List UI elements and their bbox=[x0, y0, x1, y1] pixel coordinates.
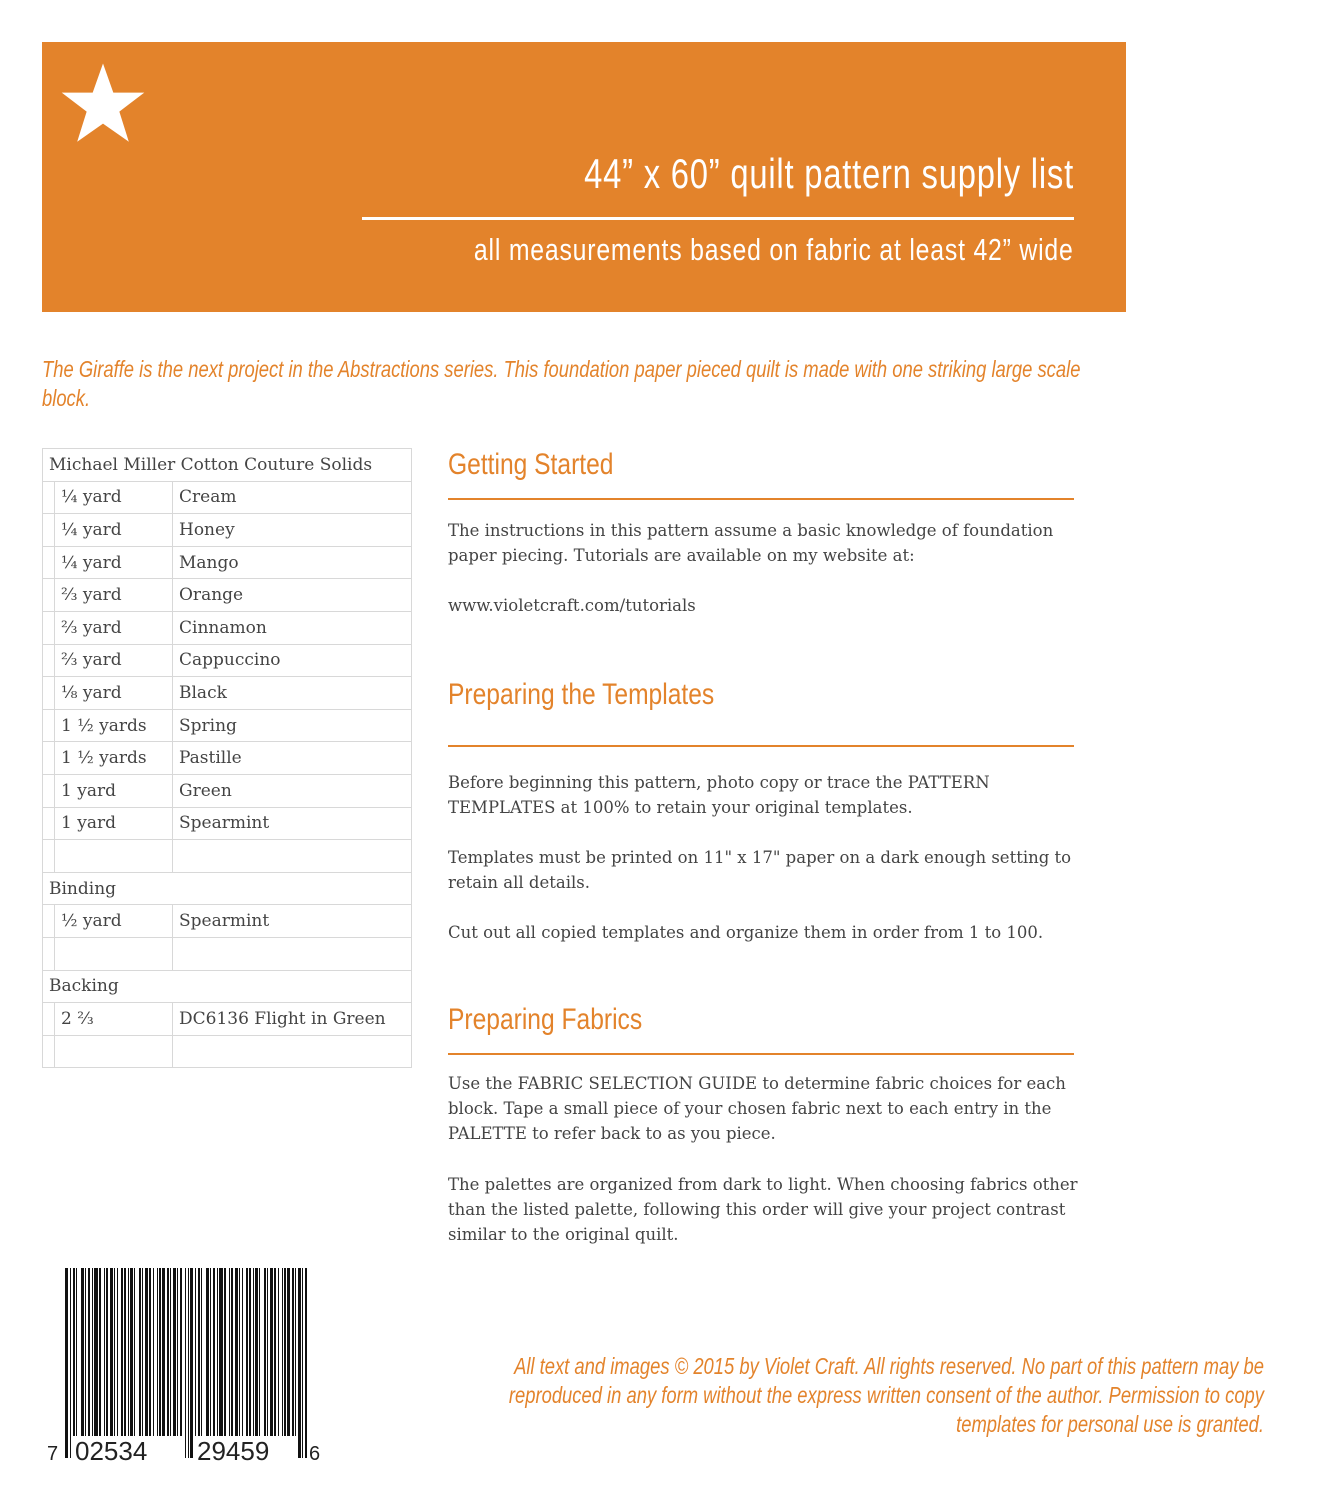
barcode-bar bbox=[167, 1268, 169, 1436]
table-indent-cell bbox=[43, 644, 55, 677]
fabric-name: Honey bbox=[173, 514, 412, 547]
barcode-bar bbox=[188, 1268, 189, 1458]
barcode-bar bbox=[92, 1268, 93, 1436]
table-row bbox=[43, 709, 412, 742]
barcode-bar bbox=[170, 1268, 171, 1436]
templates-text-2: Templates must be printed on 11" x 17" paper on a dark enough setting to retain all details. bbox=[448, 848, 1072, 892]
table-row-empty bbox=[43, 937, 412, 970]
barcode-bar bbox=[110, 1268, 113, 1436]
fabric-quantity: ¼ yard bbox=[55, 481, 173, 514]
tutorials-link[interactable]: www.violetcraft.com/tutorials bbox=[448, 596, 696, 615]
fabric-quantity: 1 yard bbox=[55, 807, 173, 840]
table-section-header bbox=[43, 970, 412, 1003]
fabric-quantity: ⅛ yard bbox=[55, 677, 173, 710]
barcode-bar bbox=[134, 1268, 135, 1436]
barcode-bar bbox=[149, 1268, 151, 1436]
table-row bbox=[43, 579, 412, 612]
templates-text-3: Cut out all copied templates and organize them in order from 1 to 100. bbox=[448, 923, 1044, 942]
fabric-quantity: ⅔ yard bbox=[55, 611, 173, 644]
fabric-quantity bbox=[55, 840, 173, 873]
header-divider bbox=[362, 217, 1074, 220]
templates-text-1: Before beginning this pattern, photo copy or trace the PATTERN TEMPLATES at 100% to retain your original templates. bbox=[448, 773, 990, 817]
barcode-bar bbox=[145, 1268, 148, 1436]
table-row bbox=[43, 807, 412, 840]
barcode-bar bbox=[278, 1268, 279, 1436]
barcode-bar bbox=[157, 1268, 158, 1436]
barcode-bar bbox=[99, 1268, 101, 1436]
barcode-bar bbox=[235, 1268, 238, 1436]
getting-started-text: The instructions in this pattern assume a basic knowledge of foundation paper piecing. Tutorials are available on my website at: bbox=[448, 521, 1054, 565]
barcode-bar bbox=[128, 1268, 129, 1436]
table-indent-cell bbox=[43, 546, 55, 579]
fabric-quantity bbox=[55, 1035, 173, 1068]
fabric-quantity: ¼ yard bbox=[55, 546, 173, 579]
barcode-bar bbox=[264, 1268, 266, 1436]
barcode-bar bbox=[287, 1268, 290, 1436]
table-indent-cell bbox=[43, 840, 55, 873]
barcode-bar bbox=[231, 1268, 233, 1436]
fabric-name: Mango bbox=[173, 546, 412, 579]
barcode-bar bbox=[255, 1268, 258, 1436]
fabric-name bbox=[173, 1035, 412, 1068]
barcode-bar bbox=[159, 1268, 161, 1436]
fabric-quantity: ⅔ yard bbox=[55, 644, 173, 677]
section-divider bbox=[448, 498, 1074, 500]
section-title-solids: Michael Miller Cotton Couture Solids bbox=[43, 449, 412, 482]
fabric-name bbox=[173, 840, 412, 873]
section-divider bbox=[448, 745, 1074, 747]
barcode-bar bbox=[305, 1268, 307, 1458]
fabric-name: Cinnamon bbox=[173, 611, 412, 644]
barcode-bar bbox=[282, 1268, 283, 1436]
table-indent-cell bbox=[43, 1003, 55, 1036]
table-indent-cell bbox=[43, 481, 55, 514]
barcode-bar bbox=[284, 1268, 286, 1436]
table-indent-cell bbox=[43, 611, 55, 644]
table-row bbox=[43, 742, 412, 775]
barcode-bar bbox=[130, 1268, 133, 1436]
table-row-empty bbox=[43, 1035, 412, 1068]
barcode bbox=[45, 1268, 325, 1468]
fabric-name: DC6136 Flight in Green bbox=[173, 1003, 412, 1036]
table-indent-cell bbox=[43, 774, 55, 807]
table-row bbox=[43, 774, 412, 807]
barcode-bar bbox=[106, 1268, 108, 1436]
fabric-name: Orange bbox=[173, 579, 412, 612]
barcode-bar bbox=[88, 1268, 90, 1436]
barcode-digit-right: 6 bbox=[309, 1443, 321, 1465]
barcode-bar bbox=[259, 1268, 260, 1436]
table-indent-cell bbox=[43, 905, 55, 938]
table-row bbox=[43, 514, 412, 547]
barcode-bar bbox=[65, 1268, 68, 1458]
table-indent-cell bbox=[43, 937, 55, 970]
table-section-header bbox=[43, 872, 412, 905]
table-indent-cell bbox=[43, 709, 55, 742]
barcode-bar bbox=[70, 1268, 71, 1458]
barcode-bar bbox=[253, 1268, 254, 1436]
barcode-bar bbox=[210, 1268, 211, 1436]
barcode-bar bbox=[201, 1268, 202, 1436]
templates-heading: Preparing the Templates bbox=[448, 678, 715, 711]
barcode-bar bbox=[302, 1268, 303, 1458]
barcode-bar bbox=[173, 1268, 176, 1436]
section-title-binding: Binding bbox=[43, 872, 412, 905]
fabric-name: Spearmint bbox=[173, 905, 412, 938]
table-row bbox=[43, 611, 412, 644]
copyright-notice: All text and images © 2015 by Violet Craft. All rights reserved. No part of this pattern may be reproduced in any form without the express written consent of the author. Permission to copy templates for personal use is granted. bbox=[508, 1353, 1264, 1437]
fabric-name: Black bbox=[173, 677, 412, 710]
table-indent-cell bbox=[43, 1035, 55, 1068]
barcode-bar bbox=[142, 1268, 143, 1436]
barcode-bar bbox=[270, 1268, 273, 1436]
table-row bbox=[43, 905, 412, 938]
table-indent-cell bbox=[43, 579, 55, 612]
barcode-bar bbox=[219, 1268, 223, 1436]
barcode-bar bbox=[298, 1268, 301, 1458]
fabric-name: Green bbox=[173, 774, 412, 807]
barcode-bar bbox=[217, 1268, 218, 1436]
table-row bbox=[43, 644, 412, 677]
barcode-bar bbox=[229, 1268, 230, 1436]
barcode-bar bbox=[239, 1268, 240, 1436]
fabrics-heading: Preparing Fabrics bbox=[448, 1003, 643, 1036]
table-row bbox=[43, 1003, 412, 1036]
fabric-name bbox=[173, 937, 412, 970]
fabric-quantity: 1 yard bbox=[55, 774, 173, 807]
fabric-quantity bbox=[55, 937, 173, 970]
barcode-bar bbox=[85, 1268, 86, 1436]
barcode-bar bbox=[162, 1268, 165, 1436]
section-divider bbox=[448, 1053, 1074, 1055]
barcode-bar bbox=[295, 1268, 296, 1436]
supply-table bbox=[42, 448, 412, 1068]
barcode-digits-group1: 02534 bbox=[75, 1436, 148, 1466]
barcode-bar bbox=[246, 1268, 248, 1436]
barcode-bar bbox=[242, 1268, 243, 1436]
barcode-digits-group2: 29459 bbox=[197, 1436, 270, 1466]
barcode-bar bbox=[190, 1268, 193, 1458]
fabrics-text-2: The palettes are organized from dark to light. When choosing fabrics other than the listed palette, following this order will give your project contrast similar to the original quilt. bbox=[448, 1175, 1078, 1244]
barcode-bar bbox=[292, 1268, 294, 1436]
barcode-bar bbox=[274, 1268, 276, 1436]
barcode-bar bbox=[267, 1268, 268, 1436]
getting-started-heading: Getting Started bbox=[448, 448, 614, 481]
barcode-bar bbox=[94, 1268, 98, 1436]
barcode-bar bbox=[76, 1268, 77, 1436]
barcode-bar bbox=[114, 1268, 115, 1436]
barcode-bar bbox=[139, 1268, 141, 1436]
barcode-bar bbox=[185, 1268, 186, 1458]
fabric-quantity: ⅔ yard bbox=[55, 579, 173, 612]
table-indent-cell bbox=[43, 677, 55, 710]
table-row bbox=[43, 481, 412, 514]
fabric-quantity: 2 ⅔ bbox=[55, 1003, 173, 1036]
barcode-bar bbox=[121, 1268, 123, 1436]
barcode-bar bbox=[124, 1268, 126, 1436]
section-title-backing: Backing bbox=[43, 970, 412, 1003]
fabrics-text-1: Use the FABRIC SELECTION GUIDE to determine fabric choices for each block. Tape a small piece of your chosen fabric next to each entry in the PALETTE to refer back to as you piece. bbox=[448, 1074, 1066, 1143]
barcode-bar bbox=[213, 1268, 215, 1436]
barcode-bar bbox=[249, 1268, 251, 1436]
barcode-bar bbox=[198, 1268, 200, 1436]
fabric-name: Cream bbox=[173, 481, 412, 514]
barcode-bar bbox=[117, 1268, 118, 1436]
barcode-bar bbox=[180, 1268, 182, 1436]
fabric-quantity: ¼ yard bbox=[55, 514, 173, 547]
barcode-bar bbox=[104, 1268, 105, 1436]
intro-text: The Giraffe is the next project in the Abstractions series. This foundation paper pieced quilt is made with one striking large scale block. bbox=[42, 356, 1081, 411]
table-indent-cell bbox=[43, 514, 55, 547]
fabric-quantity: 1 ½ yards bbox=[55, 742, 173, 775]
page-subtitle: all measurements based on fabric at least 42” wide bbox=[474, 232, 1074, 267]
barcode-bar bbox=[81, 1268, 84, 1436]
barcode-bar bbox=[153, 1268, 154, 1436]
fabric-name: Spring bbox=[173, 709, 412, 742]
barcode-bar bbox=[195, 1268, 196, 1436]
page-title: 44” x 60” quilt pattern supply list bbox=[584, 150, 1074, 197]
table-section-header bbox=[43, 449, 412, 482]
fabric-name: Spearmint bbox=[173, 807, 412, 840]
table-row bbox=[43, 677, 412, 710]
table-indent-cell bbox=[43, 807, 55, 840]
fabric-quantity: 1 ½ yards bbox=[55, 709, 173, 742]
fabric-quantity: ½ yard bbox=[55, 905, 173, 938]
barcode-bar bbox=[206, 1268, 209, 1436]
fabric-name: Pastille bbox=[173, 742, 412, 775]
barcode-bar bbox=[73, 1268, 75, 1436]
star-icon bbox=[60, 60, 146, 146]
barcode-bar bbox=[224, 1268, 226, 1436]
fabric-name: Cappuccino bbox=[173, 644, 412, 677]
table-indent-cell bbox=[43, 742, 55, 775]
table-row-empty bbox=[43, 840, 412, 873]
header-banner bbox=[42, 42, 1126, 312]
barcode-digit-left: 7 bbox=[47, 1443, 59, 1465]
table-row bbox=[43, 546, 412, 579]
barcode-bar bbox=[177, 1268, 178, 1436]
